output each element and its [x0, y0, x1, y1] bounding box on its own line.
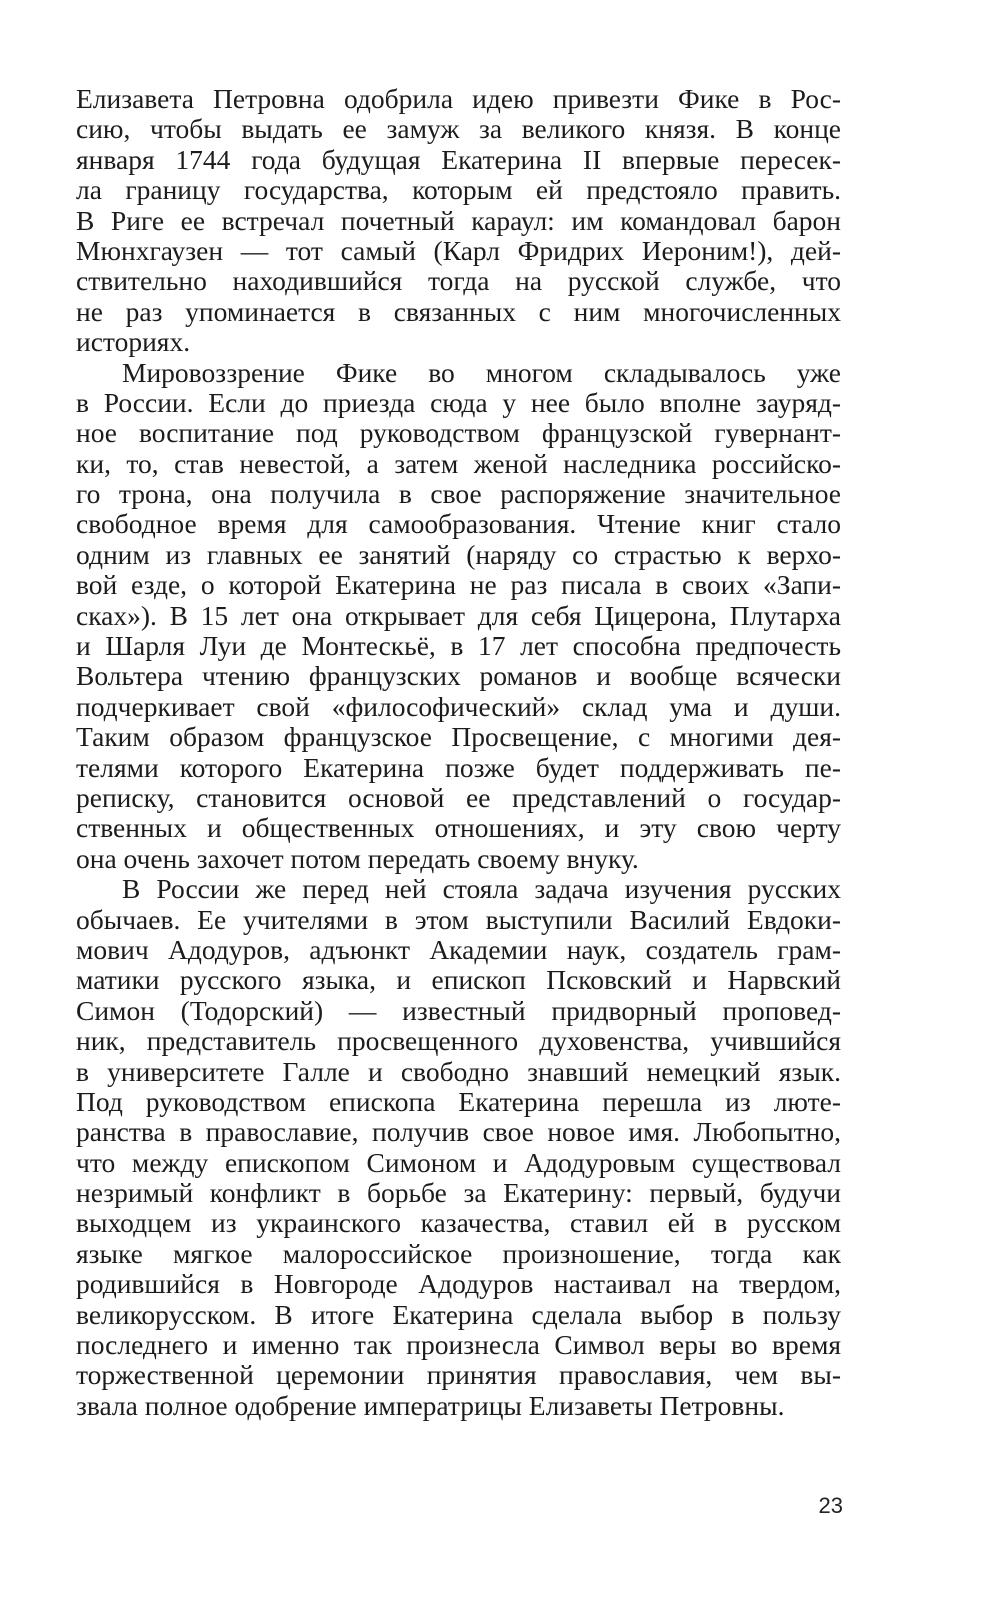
text-line: торжественной церемонии принятия православия, чем вы-	[76, 1359, 841, 1391]
text-line: вой езде, о которой Екатерина не раз писала в своих «Запи-	[76, 569, 841, 601]
text-line: ственных и общественных отношениях, и эту свою черту	[76, 812, 841, 844]
text-line: го трона, она получила в свое распоряжение значительное	[76, 478, 841, 510]
text-line: В России же перед ней стояла задача изучения русских	[122, 873, 841, 905]
text-line: ранства в православие, получив свое новое имя. Любопытно,	[76, 1116, 841, 1148]
text-line: историях.	[76, 326, 191, 358]
body-text	[76, 84, 841, 1421]
text-line: реписку, становится основой ее представлений о государ-	[76, 781, 841, 813]
text-line: ствительно находившийся тогда на русской службе, что	[76, 265, 841, 297]
text-line: последнего и именно так произнесла Символ веры во время	[76, 1329, 841, 1361]
text-line: января 1744 года будущая Екатерина II впервые пересек-	[76, 143, 841, 175]
text-line: Симон (Тодорский) — известный придворный проповед-	[76, 994, 841, 1026]
text-line: телями которого Екатерина позже будет поддерживать пе-	[76, 751, 841, 783]
text-line: матики русского языка, и епископ Псковский и Нарвский	[76, 964, 841, 996]
text-line: великорусском. В итоге Екатерина сделала выбор в пользу	[76, 1298, 841, 1330]
text-line: и Шарля Луи де Монтескьё, в 17 лет способна предпочесть	[76, 630, 841, 662]
text-line: звала полное одобрение императрицы Елизаветы Петровны.	[76, 1389, 785, 1421]
text-line: в России. Если до приезда сюда у нее было вполне зауряд-	[76, 386, 841, 418]
text-line: Под руководством епископа Екатерина перешла из люте-	[76, 1085, 841, 1117]
text-line: выходцем из украинского казачества, ставил ей в русском	[76, 1207, 841, 1239]
text-line: в университете Галле и свободно знавший немецкий язык.	[76, 1055, 841, 1087]
text-line: Мюнхгаузен — тот самый (Карл Фридрих Иероним!), дей-	[76, 234, 841, 266]
text-line: языке мягкое малороссийское произношение, тогда как	[76, 1237, 841, 1269]
paragraph	[76, 874, 841, 1421]
text-line: что между епископом Симоном и Адодуровым существовал	[76, 1146, 841, 1178]
text-line: обычаев. Ее учителями в этом выступили Василий Евдоки-	[76, 903, 841, 935]
text-line: родившийся в Новгороде Адодуров настаивал на твердом,	[76, 1268, 841, 1300]
text-line: не раз упоминается в связанных с ним многочисленных	[76, 295, 841, 327]
text-line: ник, представитель просвещенного духовенства, учившийся	[76, 1025, 841, 1057]
text-line: ное воспитание под руководством французской гувернант-	[76, 417, 841, 449]
text-line: В Риге ее встречал почетный караул: им командовал барон	[76, 204, 841, 236]
text-line: сию, чтобы выдать ее замуж за великого князя. В конце	[76, 113, 841, 145]
text-line: незримый конфликт в борьбе за Екатерину: первый, будучи	[76, 1177, 841, 1209]
text-line: ки, то, став невестой, а затем женой наследника российско-	[76, 447, 841, 479]
text-line: свободное время для самообразования. Чтение книг стало	[76, 508, 841, 540]
text-line: Таким образом французское Просвещение, с многими дея-	[76, 721, 841, 753]
paragraph	[76, 358, 841, 875]
text-line: она очень захочет потом передать своему внуку.	[76, 842, 639, 874]
text-line: одним из главных ее занятий (наряду со страстью к верхо-	[76, 538, 841, 570]
paragraph	[76, 84, 841, 358]
text-line: ла границу государства, которым ей предстояло править.	[76, 174, 841, 206]
text-line: подчеркивает свой «философический» склад ума и души.	[76, 690, 841, 722]
text-line: Мировоззрение Фике во многом складывалось уже	[122, 356, 841, 388]
text-line: мович Адодуров, адъюнкт Академии наук, создатель грам-	[76, 933, 841, 965]
text-line: сках»). В 15 лет она открывает для себя Цицерона, Плутарха	[76, 599, 841, 631]
text-line: Вольтера чтению французских романов и вообще всячески	[76, 660, 841, 692]
page-number: 23	[818, 1493, 843, 1518]
text-line: Елизавета Петровна одобрила идею привезти Фике в Рос-	[76, 83, 841, 114]
